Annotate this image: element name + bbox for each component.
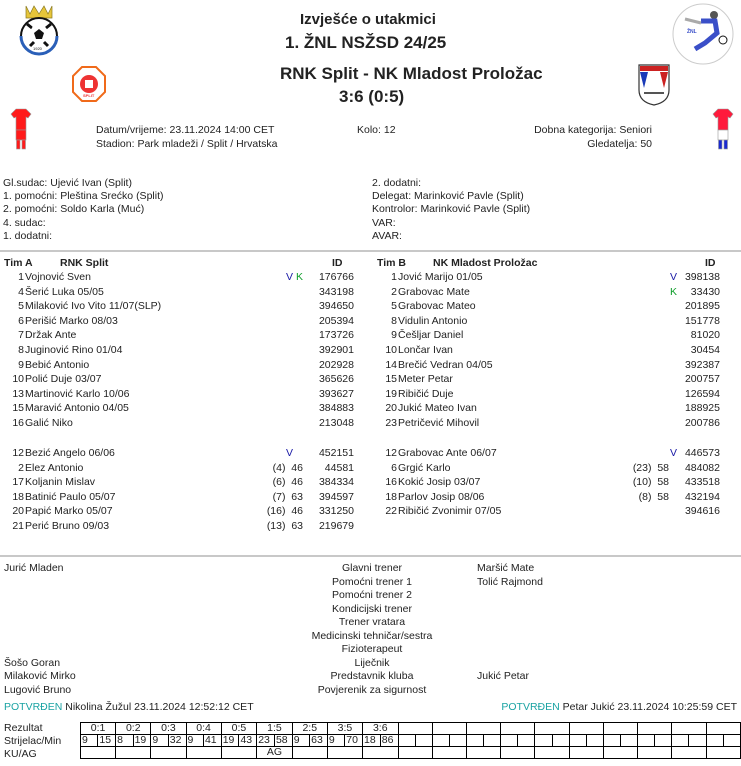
player-name: Parlov Josip 08/06 (398, 490, 485, 503)
player-row (0, 519, 360, 534)
goalkeeper-marker: V (286, 271, 294, 283)
player-id: 446573 (684, 447, 720, 459)
player-id: 394597 (318, 490, 354, 503)
home-club-logo-year: 1920 (33, 46, 42, 51)
goal-scorer: 9 (327, 735, 344, 747)
player-name: Maravić Antonio 04/05 (25, 402, 129, 415)
player-number: 6 (391, 461, 397, 474)
player-number: 2 (18, 461, 24, 474)
player-id: 433518 (684, 476, 720, 489)
substitution-info: (16) 46 (266, 505, 303, 518)
player-id: 30454 (690, 344, 720, 356)
player-name: Grgić Karlo (398, 461, 451, 474)
player-row (0, 416, 360, 431)
goal-result: 0:3 (151, 723, 186, 735)
player-name: Jukić Mateo Ivan (398, 402, 477, 415)
team-b-name: NK Mladost Proložac (433, 257, 538, 269)
home-confirmation (4, 701, 254, 713)
official-line: 4. sudac: (3, 216, 46, 229)
player-number: 21 (12, 520, 24, 532)
official-line: Gl.sudac: Ujević Ivan (Split) (3, 177, 132, 189)
goal-type (81, 747, 116, 759)
player-row (373, 270, 733, 285)
player-row (373, 314, 733, 329)
player-name: Bebić Antonio (25, 358, 90, 371)
goal-type (501, 747, 535, 759)
player-number: 12 (385, 447, 397, 459)
goal-scorer (398, 735, 415, 747)
player-id: 393627 (318, 387, 354, 400)
player-name: Martinović Karlo 10/06 (25, 387, 130, 400)
player-number: 19 (385, 387, 397, 400)
player-number: 20 (12, 505, 24, 518)
player-name: Ribičić Duje (398, 387, 454, 400)
player-name: Juginović Rino 01/04 (25, 344, 123, 356)
player-number: 8 (18, 344, 24, 356)
goal-result (603, 723, 637, 735)
player-name: Češljar Daniel (398, 329, 464, 342)
player-name: Perić Bruno 09/03 (25, 520, 110, 532)
official-line: 2. dodatni: (372, 177, 422, 189)
goalkeeper-marker: V (286, 447, 294, 459)
staff-role: Fizioterapeut (341, 643, 403, 655)
player-id: 392901 (318, 344, 354, 356)
city-badge-text: SPLIT (83, 93, 95, 98)
officials-right (372, 177, 530, 243)
goal-type (116, 747, 151, 759)
player-id: 44581 (324, 461, 354, 474)
goal-type (363, 747, 399, 759)
goal-minute: 19 (133, 735, 151, 747)
player-row (373, 446, 733, 461)
goal-minute (449, 735, 466, 747)
player-name: Galić Niko (25, 417, 73, 429)
match-datetime: Datum/vrijeme: 23.11.2024 14:00 CET (96, 124, 275, 136)
substitution-info: (8) 58 (638, 490, 669, 503)
player-row (0, 270, 360, 285)
player-name: Papić Marko 05/07 (25, 505, 113, 518)
player-number: 5 (18, 300, 24, 313)
goal-type (432, 747, 466, 759)
player-id: 126594 (684, 387, 720, 400)
player-id: 151778 (684, 314, 720, 327)
goal-scorer (432, 735, 449, 747)
captain-marker: K (296, 271, 304, 283)
substitution-info: (7) 63 (272, 490, 303, 503)
goal-result (466, 723, 500, 735)
goalkeeper-marker: V (670, 271, 678, 283)
player-name: Milaković Ivo Vito 11/07(SLP) (25, 300, 162, 313)
staff-role: Glavni trener (341, 562, 403, 574)
player-id: 202928 (318, 358, 354, 371)
team-a-label: Tim A (4, 257, 33, 269)
player-name: Koljanin Mislav (25, 476, 96, 489)
player-name: Šerić Luka 05/05 (25, 285, 104, 298)
goal-scorer: 23 (257, 735, 275, 747)
player-row (373, 490, 733, 505)
player-name: Bezić Angelo 06/06 (25, 447, 115, 459)
goalkeeper-marker: V (670, 447, 678, 459)
player-number: 7 (18, 329, 24, 342)
league-logo-text: ŽNL (687, 29, 697, 35)
goal-scorer: 9 (151, 735, 168, 747)
player-id: 205394 (318, 314, 354, 327)
away-club-logo (638, 64, 670, 106)
player-number: 18 (12, 490, 24, 503)
player-row (0, 387, 360, 402)
city-badge-logo (72, 66, 106, 102)
goal-result: 0:1 (81, 723, 116, 735)
goal-scorer (569, 735, 586, 747)
official-line: 2. pomoćni: Soldo Karla (Muć) (3, 203, 145, 216)
goal-result (569, 723, 603, 735)
player-name: Perišić Marko 08/03 (25, 314, 118, 327)
player-number: 8 (391, 314, 397, 327)
staff-role: Medicinski tehničar/sestra (311, 629, 433, 642)
player-row (373, 343, 733, 358)
goal-type (186, 747, 221, 759)
player-row (0, 299, 360, 314)
age-category: Dobna kategorija: Seniori (534, 124, 652, 136)
player-row (373, 504, 733, 519)
goal-result: 3:6 (363, 723, 399, 735)
home-kit-icon (10, 108, 32, 153)
player-row (0, 372, 360, 387)
goals-table (80, 722, 741, 759)
team-b-id-header: ID (705, 257, 716, 269)
away-confirmation-text: Petar Jukić 23.11.2024 10:25:59 CET (562, 701, 737, 713)
player-row (373, 285, 733, 300)
player-id: 200757 (684, 373, 720, 386)
goal-result (672, 723, 706, 735)
goal-type (151, 747, 186, 759)
staff-role: Povjerenik za sigurnost (317, 683, 427, 696)
player-name: Petričević Mihovil (398, 417, 480, 429)
official-line: Kontrolor: Marinković Pavle (Split) (372, 203, 531, 216)
substitution-info: (4) 46 (272, 461, 303, 474)
label-ku-ag: KU/AG (4, 748, 37, 760)
goal-minute: 41 (203, 735, 221, 747)
player-id: 200786 (684, 417, 720, 429)
player-id: 201895 (684, 300, 720, 313)
player-number: 17 (12, 476, 24, 489)
goal-minute (552, 735, 569, 747)
player-name: Ribičić Zvonimir 07/05 (398, 505, 502, 518)
goal-minute (518, 735, 535, 747)
goal-minute: 32 (168, 735, 186, 747)
player-id: 484082 (684, 461, 720, 474)
staff-role: Predstavnik kluba (330, 670, 414, 682)
goal-result: 0:5 (221, 723, 257, 735)
goal-scorer: 19 (221, 735, 239, 747)
staff-role: Kondicijski trener (332, 602, 412, 615)
divider (0, 555, 741, 557)
player-id: 81020 (690, 329, 720, 342)
player-row (373, 328, 733, 343)
home-staff-name: Jurić Mladen (4, 562, 64, 574)
goal-type: AG (257, 747, 293, 759)
player-name: Grabovac Mateo (398, 300, 476, 313)
player-number: 20 (385, 402, 397, 415)
player-name: Grabovac Mate (398, 285, 470, 298)
goal-minute (586, 735, 603, 747)
competition-title: 1. ŽNL NSŽSD 24/25 (285, 33, 447, 52)
home-club-logo (18, 2, 60, 60)
player-number: 12 (12, 447, 24, 459)
goal-type (535, 747, 569, 759)
goal-result (638, 723, 672, 735)
player-name: Batinić Paulo 05/07 (25, 490, 116, 503)
away-staff-name: Tolić Rajmond (477, 575, 543, 588)
home-staff-name: Šošo Goran (4, 656, 61, 669)
player-number: 9 (391, 329, 397, 342)
official-line: Delegat: Marinković Pavle (Split) (372, 190, 524, 203)
player-id: 398138 (684, 271, 720, 283)
goal-scorer: 8 (116, 735, 133, 747)
goal-minute: 63 (310, 735, 328, 747)
team-a-id-header: ID (332, 257, 343, 269)
player-row (0, 314, 360, 329)
player-row (0, 328, 360, 343)
player-row (373, 401, 733, 416)
goal-minute: 86 (380, 735, 398, 747)
home-club-logo-text: SPLIT (32, 25, 44, 30)
player-row (0, 461, 360, 476)
staff-role: Pomoćni trener 1 (332, 575, 412, 588)
player-row (0, 504, 360, 519)
match-stadium: Stadion: Park mladeži / Split / Hrvatska (96, 138, 278, 150)
goal-minute: 15 (98, 735, 116, 747)
goal-type (706, 747, 741, 759)
league-logo (671, 3, 735, 65)
goal-type (221, 747, 257, 759)
player-number: 1 (18, 271, 24, 283)
official-line: 1. dodatni: (3, 229, 53, 242)
goal-result (432, 723, 466, 735)
team-b-label: Tim B (377, 257, 406, 269)
player-row (373, 416, 733, 431)
goal-scorer (706, 735, 723, 747)
player-id: 432194 (684, 490, 720, 503)
goal-minute (620, 735, 637, 747)
player-id: 365626 (318, 373, 354, 386)
player-id: 33430 (690, 285, 720, 298)
player-row (373, 387, 733, 402)
player-row (0, 446, 360, 461)
staff-role: Trener vratara (338, 616, 406, 628)
player-name: Grabovac Ante 06/07 (398, 447, 497, 459)
away-confirmation-status: POTVRĐEN (501, 701, 560, 713)
goal-type (672, 747, 706, 759)
goal-result: 1:5 (257, 723, 293, 735)
player-id: 219679 (318, 520, 354, 532)
goal-result (501, 723, 535, 735)
player-name: Brečić Vedran 04/05 (398, 358, 493, 371)
officials-left (3, 177, 163, 243)
match-title: RNK Split - NK Mladost Proložac (280, 64, 543, 83)
player-row (0, 490, 360, 505)
player-id: 343198 (318, 285, 354, 298)
player-number: 6 (18, 314, 24, 327)
player-id: 394650 (318, 300, 354, 313)
player-number: 2 (391, 285, 397, 298)
goal-result (706, 723, 741, 735)
player-number: 9 (18, 358, 24, 371)
goal-minute (415, 735, 432, 747)
player-row (0, 475, 360, 490)
player-number: 10 (12, 373, 24, 386)
label-scorer-minute: Strijelac/Min (4, 735, 62, 747)
goal-type (292, 747, 327, 759)
goal-type (398, 747, 432, 759)
goal-minute (689, 735, 706, 747)
goal-scorer: 9 (292, 735, 309, 747)
substitution-info: (23) 58 (632, 461, 669, 474)
player-name: Vojnović Sven (25, 271, 91, 283)
goal-result (398, 723, 432, 735)
player-row (0, 358, 360, 373)
official-line: VAR: (372, 216, 396, 229)
player-number: 13 (12, 387, 24, 400)
player-id: 394616 (684, 505, 720, 518)
goal-result: 2:5 (292, 723, 327, 735)
official-line: AVAR: (372, 229, 402, 242)
goal-scorer: 9 (186, 735, 203, 747)
home-staff-name: Milaković Mirko (4, 670, 76, 682)
player-name: Lončar Ivan (398, 344, 453, 356)
goal-type (638, 747, 672, 759)
goal-scorer (672, 735, 689, 747)
substitution-info: (10) 58 (632, 476, 669, 489)
player-id: 384883 (318, 402, 354, 415)
home-confirmation-status: POTVRĐEN (4, 701, 63, 713)
substitution-info: (6) 46 (272, 476, 303, 489)
goal-result: 3:5 (327, 723, 362, 735)
player-name: Elez Antonio (25, 461, 84, 474)
player-id: 176766 (318, 271, 354, 283)
goal-scorer (535, 735, 552, 747)
goal-minute: 70 (345, 735, 363, 747)
player-name: Meter Petar (398, 373, 453, 386)
goal-scorer (501, 735, 518, 747)
player-number: 14 (385, 358, 397, 371)
player-number: 15 (385, 373, 397, 386)
away-confirmation (501, 701, 737, 713)
player-name: Kokić Josip 03/07 (398, 476, 481, 489)
player-id: 452151 (318, 447, 354, 459)
goal-minute (484, 735, 501, 747)
goal-minute (655, 735, 672, 747)
player-number: 4 (18, 285, 24, 298)
official-line: 1. pomoćni: Pleština Srećko (Split) (3, 190, 164, 203)
player-number: 5 (391, 300, 397, 313)
player-number: 10 (385, 344, 397, 356)
player-number: 23 (385, 417, 397, 429)
player-row (373, 475, 733, 490)
player-name: Držak Ante (25, 329, 77, 342)
goal-minute: 43 (239, 735, 257, 747)
goal-minute: 58 (274, 735, 292, 747)
player-name: Vidulin Antonio (398, 314, 468, 327)
player-number: 16 (12, 417, 24, 429)
goal-result (535, 723, 569, 735)
player-number: 1 (391, 271, 397, 283)
away-staff-name: Maršić Mate (477, 562, 535, 574)
player-row (373, 358, 733, 373)
home-confirmation-text: Nikolina Žužul 23.11.2024 12:52:12 CET (65, 701, 254, 713)
player-number: 16 (385, 476, 397, 489)
player-row (373, 372, 733, 387)
goal-scorer (603, 735, 620, 747)
match-score: 3:6 (0:5) (339, 87, 405, 106)
player-row (373, 299, 733, 314)
away-staff-name: Jukić Petar (477, 670, 529, 682)
goal-result: 0:4 (186, 723, 221, 735)
player-number: 22 (385, 505, 397, 518)
staff-role: Liječnik (354, 656, 390, 669)
player-id: 392387 (684, 358, 720, 371)
goal-type (466, 747, 500, 759)
match-round: Kolo: 12 (357, 124, 396, 136)
goal-type (327, 747, 362, 759)
player-row (0, 285, 360, 300)
player-id: 188925 (684, 402, 720, 415)
goal-scorer (466, 735, 483, 747)
goal-scorer: 9 (81, 735, 98, 747)
goal-minute (723, 735, 740, 747)
substitution-info: (13) 63 (266, 520, 303, 532)
player-row (0, 401, 360, 416)
spectators: Gledatelja: 50 (587, 138, 652, 150)
team-a-name: RNK Split (60, 257, 109, 269)
player-name: Polić Duje 03/07 (25, 373, 102, 386)
staff-role: Pomoćni trener 2 (332, 589, 412, 601)
player-id: 384334 (318, 476, 354, 489)
divider (0, 250, 741, 252)
goal-scorer: 18 (363, 735, 381, 747)
player-name: Jović Marijo 01/05 (398, 271, 483, 283)
goal-result: 0:2 (116, 723, 151, 735)
player-number: 18 (385, 490, 397, 503)
away-kit-icon (712, 108, 734, 153)
player-number: 15 (12, 402, 24, 415)
goal-scorer (638, 735, 655, 747)
captain-marker: K (670, 285, 678, 298)
goal-type (569, 747, 603, 759)
player-id: 213048 (318, 417, 354, 429)
player-row (0, 343, 360, 358)
player-id: 173726 (318, 329, 354, 342)
home-staff-name: Lugović Bruno (4, 683, 72, 696)
goal-type (603, 747, 637, 759)
label-result: Rezultat (4, 722, 43, 734)
player-id: 331250 (318, 505, 354, 518)
report-title: Izvješće o utakmici (300, 11, 436, 28)
player-row (373, 461, 733, 476)
